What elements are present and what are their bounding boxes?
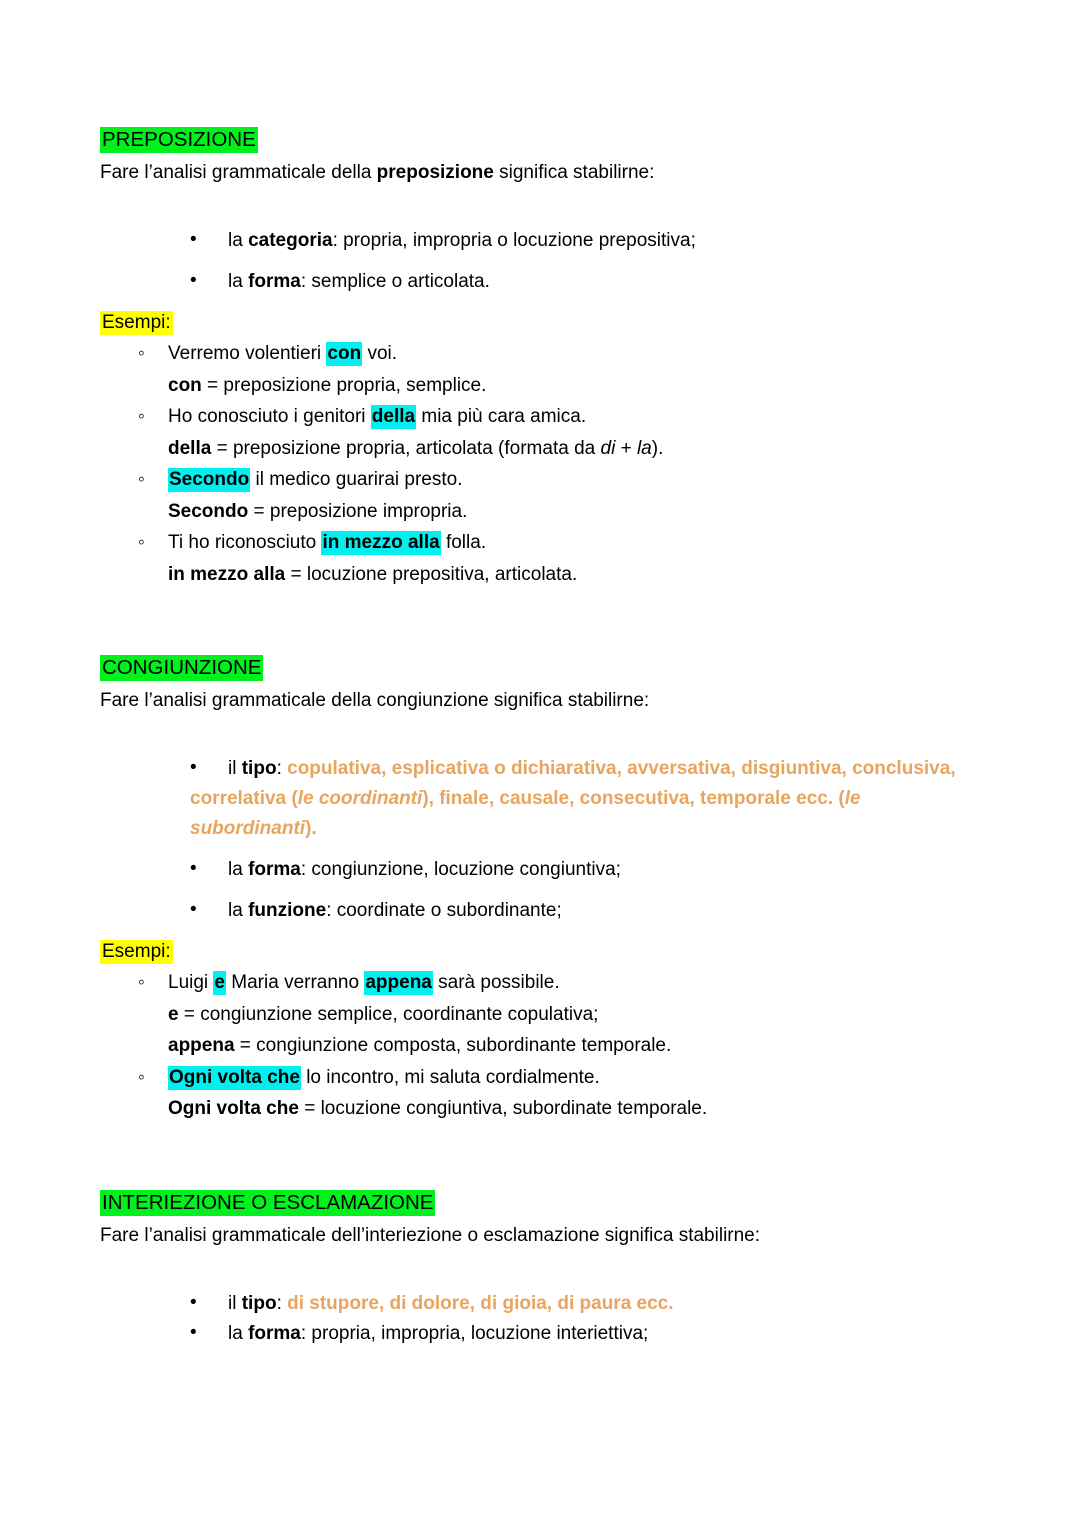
example-item [100, 1062, 980, 1125]
bullet-bold-term: categoria [248, 230, 333, 251]
example-highlighted-term: in mezzo alla [322, 532, 440, 553]
bullet-accent-text: copulativa, esplicativa o dichiarativa, avversativa, disgiuntiva, conclusiva, correlativa ( [190, 758, 956, 809]
bullet-lead: il [228, 758, 242, 779]
section-heading-preposizione [100, 126, 980, 154]
example-explanation [168, 1093, 980, 1125]
spacer [100, 1251, 980, 1289]
intro-preposizione [100, 158, 980, 188]
bullet-lead: la [228, 859, 249, 880]
spacer [100, 1163, 980, 1189]
bullet-accent-text: di stupore, di dolore, di gioia, di paura ecc. [287, 1292, 674, 1314]
bullet-item [100, 855, 980, 885]
bullet-accent-italic: le coordinanti [297, 788, 423, 809]
explanation-text: = locuzione prepositiva, articolata. [285, 563, 578, 585]
example-item [100, 464, 980, 527]
bullet-lead: il [228, 1292, 242, 1314]
explanation-plus: + [615, 437, 637, 459]
example-sentence-pre: Verremo volentieri [168, 343, 327, 364]
example-sentence-mid: Maria verranno [226, 972, 365, 993]
example-sentence-post: voi. [362, 343, 398, 364]
bullet-tail: : [276, 1292, 288, 1314]
bullet-bold-term: funzione [248, 900, 327, 921]
bullet-item [100, 754, 980, 844]
example-sentence-post: mia più cara amica. [416, 406, 587, 427]
example-sentence-post: lo incontro, mi saluta cordialmente. [300, 1066, 600, 1088]
explanation-italic-part: di [600, 437, 616, 459]
example-item [100, 967, 980, 1062]
bullet-accent-text: ). [305, 818, 317, 839]
bullet-tail: : coordinate o subordinante; [326, 900, 562, 921]
spacer [100, 716, 980, 754]
spacer [100, 628, 980, 654]
examples-label-congiunzione [100, 937, 980, 967]
example-highlighted-term: della [371, 406, 416, 427]
bullet-list-congiunzione [100, 754, 980, 926]
examples-label-preposizione [100, 308, 980, 338]
explanation-term: della [168, 437, 212, 459]
bullet-bold-term: tipo [241, 758, 277, 779]
intro-congiunzione: Fare l’analisi grammaticale della congiunzione significa stabilirne: [100, 690, 650, 711]
section-interiezione [100, 1189, 980, 1349]
bullet-tail: : propria, impropria, locuzione interiettiva; [300, 1322, 649, 1344]
spacer [100, 188, 980, 226]
bullet-bold-term: forma [248, 271, 301, 292]
bullet-lead: la [228, 271, 249, 292]
example-sentence-post: il medico guarirai presto. [250, 469, 463, 490]
explanation-italic-part: la [636, 437, 652, 459]
example-sentence-pre: Ho conosciuto i genitori [168, 406, 371, 427]
bullet-tail: : [276, 758, 288, 779]
explanation-term: Secondo [168, 500, 249, 522]
intro-tail: significa stabilirne: [493, 162, 655, 183]
example-explanation [168, 559, 980, 591]
bullet-tail: : semplice o articolata. [300, 271, 490, 292]
explanation-text: = preposizione propria, articolata (formata da [211, 437, 601, 459]
example-list-congiunzione [100, 967, 980, 1125]
example-explanation [168, 1030, 980, 1062]
heading-highlight: PREPOSIZIONE [102, 128, 256, 151]
explanation-term: con [168, 374, 202, 396]
examples-label-highlight: Esempi: [102, 312, 171, 333]
bullet-item [100, 1289, 980, 1319]
bullet-accent-italic: le subordinanti [190, 788, 861, 839]
example-explanation [168, 433, 980, 465]
explanation-text: = congiunzione composta, subordinante temporale. [234, 1035, 672, 1056]
spacer [100, 590, 980, 628]
bullet-lead: la [228, 1322, 249, 1344]
bullet-tail: : propria, impropria o locuzione prepositiva; [332, 230, 696, 251]
bullet-item [100, 1319, 980, 1349]
bullet-item [100, 896, 980, 926]
example-highlighted-term: Ogni volta che [169, 1066, 300, 1088]
bullet-list-interiezione [100, 1289, 980, 1349]
explanation-term: e [168, 1003, 179, 1025]
intro-bold-term: preposizione [376, 162, 494, 183]
section-heading-interiezione [100, 1189, 980, 1217]
bullet-bold-term: tipo [241, 1292, 277, 1314]
example-list-preposizione [100, 338, 980, 590]
intro-lead: Fare l’analisi grammaticale della [100, 162, 377, 183]
section-preposizione [100, 126, 980, 590]
example-explanation [168, 496, 980, 528]
bullet-bold-term: forma [248, 859, 301, 880]
example-sentence-pre: Ti ho riconosciuto [168, 532, 322, 553]
intro-interiezione: Fare l’analisi grammaticale dell’interiezione o esclamazione significa stabilirne: [100, 1224, 761, 1246]
bullet-item [100, 267, 980, 297]
example-sentence-pre: Luigi [168, 972, 214, 993]
example-item [100, 338, 980, 401]
example-explanation [168, 999, 980, 1031]
heading-highlight: INTERIEZIONE O ESCLAMAZIONE [102, 1190, 434, 1214]
bullet-tail: : congiunzione, locuzione congiuntiva; [300, 859, 621, 880]
example-sentence-post: folla. [440, 532, 487, 553]
bullet-accent-text: ), finale, causale, consecutiva, temporale ecc. ( [422, 788, 845, 809]
bullet-list-preposizione [100, 226, 980, 297]
explanation-end: ). [651, 437, 664, 459]
explanation-text: = preposizione impropria. [248, 500, 468, 522]
example-explanation [168, 370, 980, 402]
spacer [100, 1125, 980, 1163]
explanation-term: Ogni volta che [168, 1098, 299, 1119]
section-heading-congiunzione [100, 654, 980, 682]
example-highlighted-term: Secondo [169, 469, 250, 490]
explanation-term: appena [168, 1035, 235, 1056]
explanation-text: = preposizione propria, semplice. [201, 374, 487, 396]
examples-label-highlight: Esempi: [102, 941, 171, 962]
example-highlighted-term: e [214, 972, 225, 993]
example-item [100, 527, 980, 590]
example-sentence-post: sarà possibile. [432, 972, 560, 993]
bullet-lead: la [228, 230, 249, 251]
example-item [100, 401, 980, 464]
explanation-term: in mezzo alla [168, 563, 286, 585]
explanation-text: = congiunzione semplice, coordinante copulativa; [178, 1003, 599, 1025]
bullet-lead: la [228, 900, 249, 921]
bullet-item [100, 226, 980, 256]
bullet-bold-term: forma [248, 1322, 301, 1344]
example-highlighted-term: con [327, 343, 362, 364]
example-highlighted-term: appena [365, 972, 432, 993]
section-congiunzione [100, 654, 980, 1125]
heading-highlight: CONGIUNZIONE [102, 656, 262, 679]
document-body [100, 126, 980, 1349]
explanation-text: = locuzione congiuntiva, subordinate temporale. [298, 1098, 708, 1119]
